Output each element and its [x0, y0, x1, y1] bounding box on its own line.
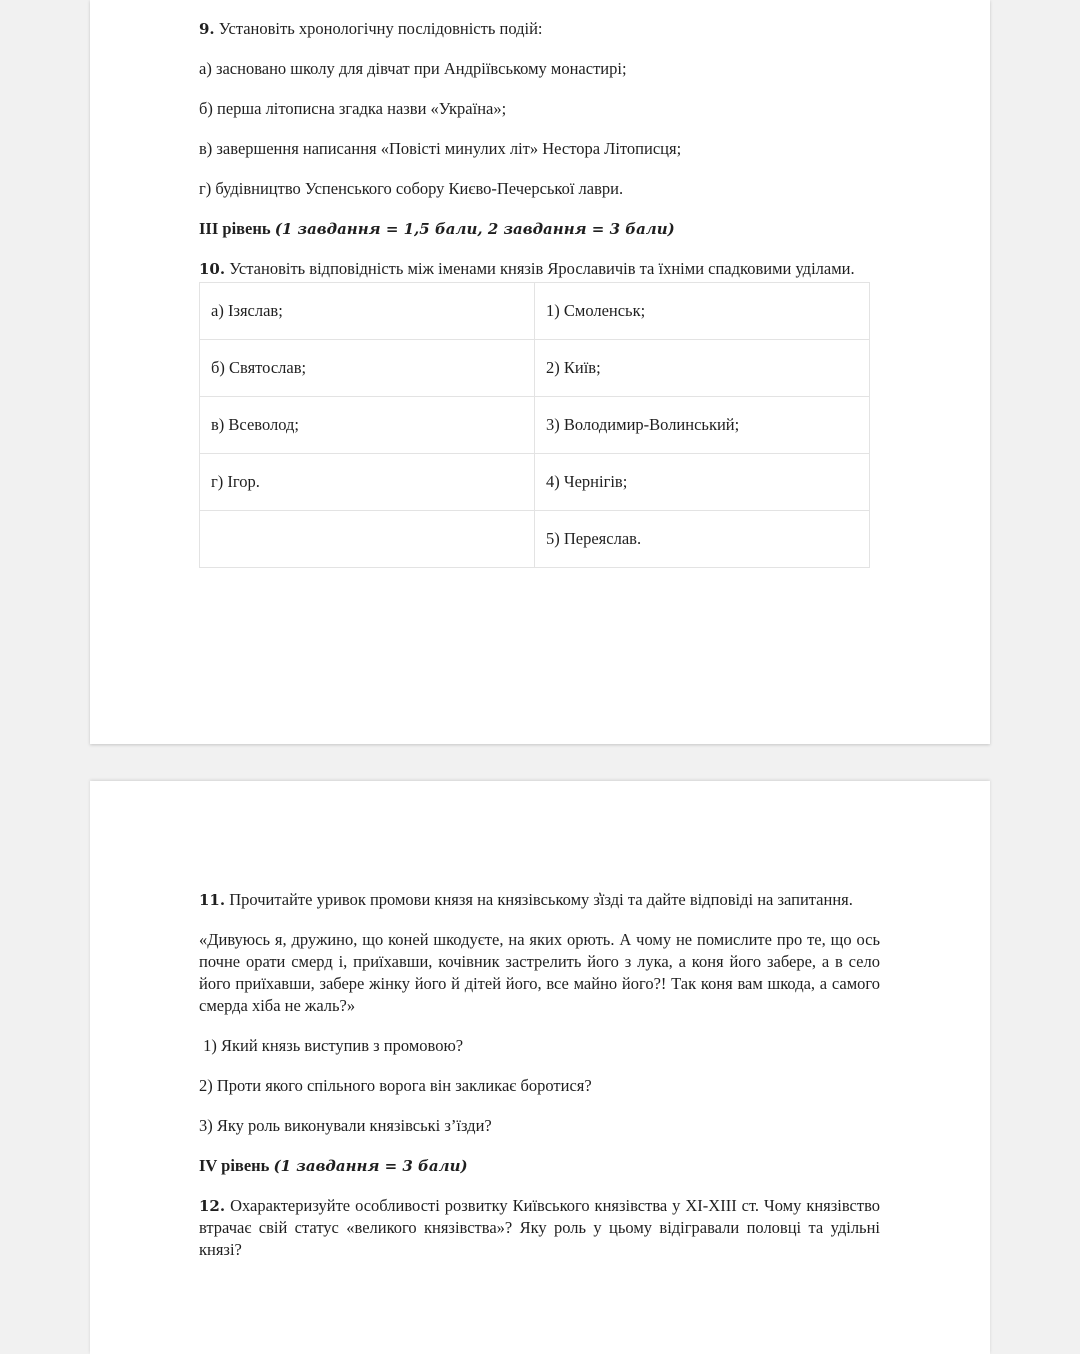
table-row: [200, 397, 870, 454]
question-11-text: Прочитайте уривок промови князя на князівському з̓їзді та дайте відповіді на запитання.: [229, 890, 853, 909]
table-cell-appanage: 5) Переяслав.: [535, 511, 870, 568]
table-cell-appanage: 2) Київ;: [535, 340, 870, 397]
question-11-subquestion-1: 1) Який князь виступив з промовою?: [199, 1036, 464, 1055]
question-9-option-a: а) засновано школу для дівчат при Андріївському монастирі;: [199, 59, 627, 78]
question-9-text: Установіть хронологічну послідовність подій:: [218, 19, 543, 38]
level-4-heading: [199, 1155, 880, 1177]
level-4-label: IV рівень: [199, 1156, 270, 1175]
question-10-title: [199, 258, 880, 280]
question-12-text: Охарактеризуйте особливості розвитку Київського князівства у ХІ-ХІІІ ст. Чому князівство втрачає свій статус «великого князівства»? Яку роль у цьому відігравали половці та удільні князі?: [199, 1196, 881, 1259]
level-3-label: ІІІ рівень: [199, 219, 271, 238]
page-2-content: [199, 889, 880, 1261]
question-11-subquestion-3: 3) Яку роль виконували князівські з’їзди?: [199, 1116, 492, 1135]
table-cell-prince: б) Святослав;: [200, 340, 535, 397]
question-10-text: Установіть відповідність між іменами князів Ярославичів та їхніми спадковими уділами.: [229, 259, 855, 278]
table-cell-prince: а) Ізяслав;: [200, 283, 535, 340]
table-cell-prince: г) Ігор.: [200, 454, 535, 511]
level-3-heading: [199, 218, 880, 240]
question-9-number: 9.: [199, 20, 215, 38]
table-cell-appanage: 1) Смоленськ;: [535, 283, 870, 340]
question-9-option-d: г) будівництво Успенського собору Києво-Печерської лаври.: [199, 179, 624, 198]
table-row: [200, 454, 870, 511]
question-11-quote: «Дивуюсь я, дружино, що коней шкодуєте, на яких орють. А чому не помислите про те, що ось почне орати смерд і, приїхавши, кочівник застрелить його з лука, а коня його забере, а в село його приїхавши, забере жінку його й дітей його, все майно його?! Так коня вам шкода, а самого смерда хіба не жаль?»: [199, 930, 880, 1015]
table-cell-appanage: 4) Чернігів;: [535, 454, 870, 511]
document-page-2: [90, 781, 990, 1354]
question-9-option-c: в) завершення написання «Повісті минулих літ» Нестора Літописця;: [199, 139, 682, 158]
table-cell-appanage: 3) Володимир-Волинський;: [535, 397, 870, 454]
table-row: [200, 283, 870, 340]
question-12-title: [199, 1195, 880, 1261]
question-11-subquestion-2: 2) Проти якого спільного ворога він закликає боротися?: [199, 1076, 592, 1095]
page-1-content: [199, 18, 880, 568]
table-cell-prince: в) Всеволод;: [200, 397, 535, 454]
question-9-option-b: б) перша літописна згадка назви «Україна»;: [199, 99, 507, 118]
table-row: [200, 340, 870, 397]
level-4-points: (1 завдання = 3 бали): [273, 1157, 468, 1175]
question-11-title: [199, 889, 880, 911]
question-10-number: 10.: [199, 260, 226, 278]
document-page-1: [90, 0, 990, 744]
table-row: [200, 511, 870, 568]
level-3-points: (1 завдання = 1,5 бали, 2 завдання = 3 бали): [274, 220, 675, 238]
question-12-number: 12.: [199, 1197, 226, 1215]
question-11-number: 11.: [199, 891, 226, 909]
question-9-title: [199, 18, 880, 40]
matching-table: [199, 282, 870, 568]
table-cell-prince: [200, 511, 535, 568]
